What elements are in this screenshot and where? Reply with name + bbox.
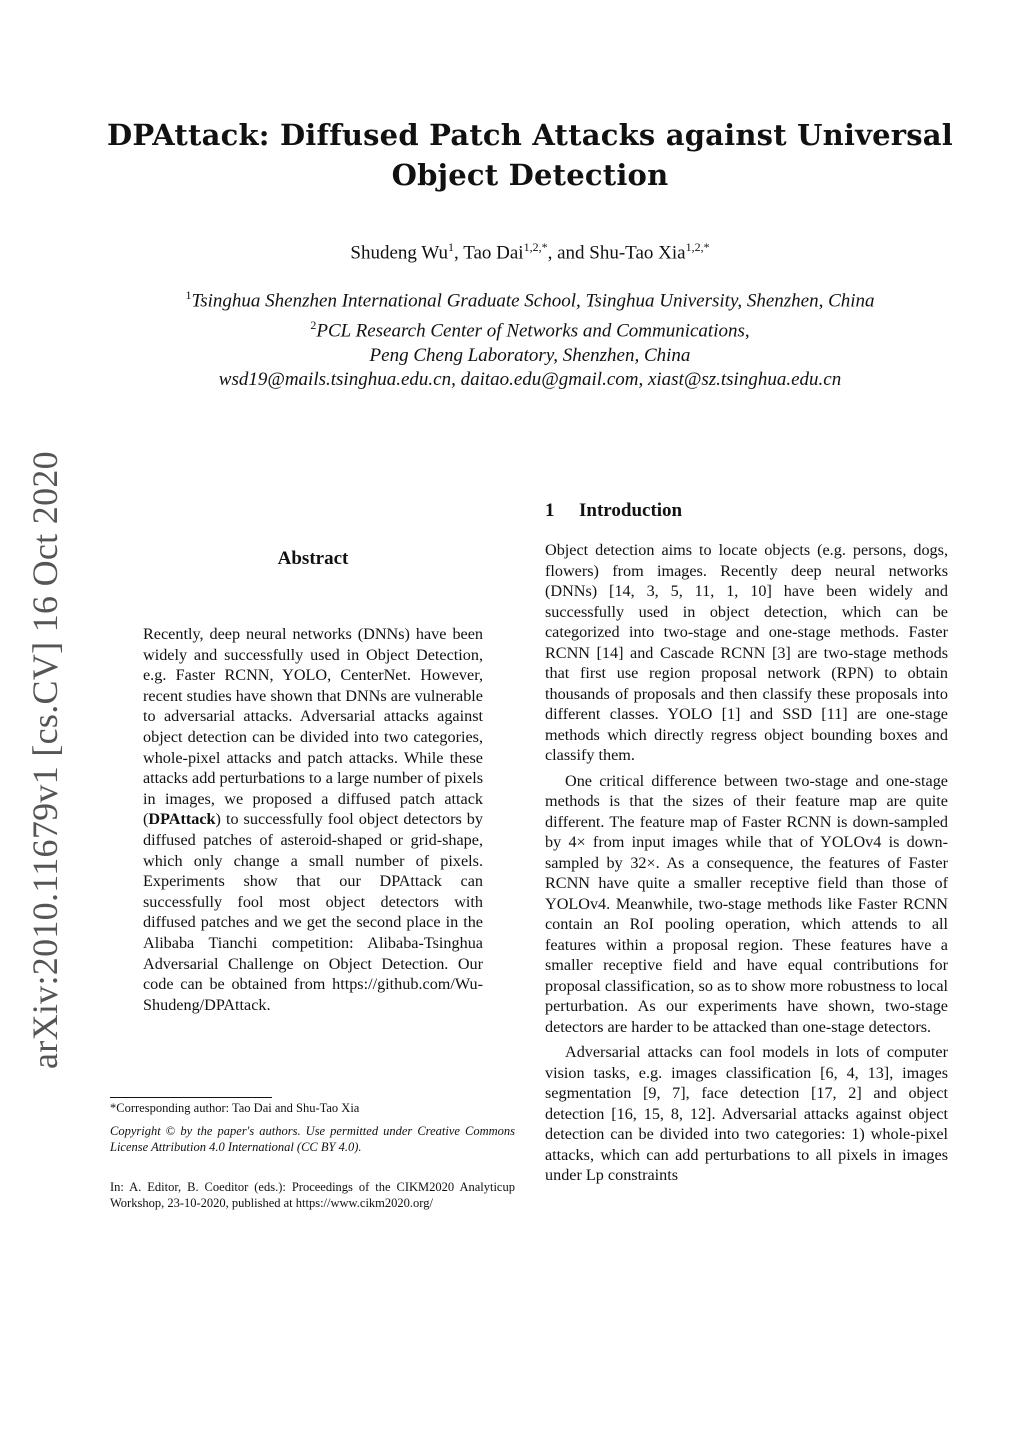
author-sup: 1	[448, 240, 455, 254]
affiliation-sup: 2	[310, 318, 317, 333]
affiliation-line: Peng Cheng Laboratory, Shenzhen, China	[369, 344, 691, 366]
author-name: Shu-Tao Xia	[589, 242, 686, 264]
footnote-corresponding: *Corresponding author: Tao Dai and Shu-Tao Xia	[110, 1101, 360, 1115]
footnote-proceedings: In: A. Editor, B. Coeditor (eds.): Proceedings of the CIKM2020 Analyticup Workshop, 23-10-2020, published at https://www.cikm2020.org/	[110, 1180, 515, 1210]
affiliation-sup: 1	[185, 288, 192, 302]
affiliation-text: Tsinghua Shenzhen International Graduate School, Tsinghua University, Shenzhen, China	[191, 290, 875, 312]
author-sup: 1,2,*	[685, 240, 710, 254]
abstract-text: Recently, deep neural networks (DNNs) have been widely and successfully used in Object Detection, e.g. Faster RCNN, YOLO, CenterNet. However, recent studies have shown that DNNs are vulnerable to adversarial attacks. Adversarial attacks against object detection can be divided into two categories, whole-pixel attacks and patch attacks. While these attacks add perturbations to a large number of pixels in images, we proposed a diffused patch attack (	[143, 625, 483, 829]
paragraph: Object detection aims to locate objects (e.g. persons, dogs, flowers) from images. Recently deep neural networks (DNNs) [14, 3, 5, 11, 1, 10] have been widely and successfully used in object detection, which can be categorized into two-stage and one-stage methods. Faster RCNN [14] and Cascade RCNN [3] are two-stage methods that first use region proposal network (RPN) to obtain thousands of proposals and then classify these proposals into different classes. YOLO [1] and SSD [11] are one-stage methods which directly regress object bounding boxes and classify them.	[545, 541, 948, 764]
author-separator: ,	[454, 242, 464, 264]
author-separator: , and	[547, 242, 590, 264]
footnote-copyright	[110, 1123, 515, 1155]
copyright-text: by the paper's authors. Use permitted under Creative Commons License Attribution 4.0 International (CC BY 4.0).	[110, 1124, 515, 1154]
section-title: Introduction	[579, 500, 683, 521]
affiliation-text: PCL Research Center of Networks and Communications,	[316, 320, 750, 342]
section-heading	[545, 500, 682, 522]
paper-title	[100, 115, 960, 195]
copyright-text: Copyright	[110, 1124, 161, 1138]
abstract-method-name: DPAttack	[148, 810, 216, 829]
introduction-body	[545, 540, 948, 1191]
paper-title-line1: DPAttack: Diffused Patch Attacks against Universal	[106, 118, 953, 152]
paragraph: One critical difference between two-stage and one-stage methods is that the sizes of their feature map are quite different. The feature map of Faster RCNN is down-sampled by 4× from input images while that of YOLOv4 is down-sampled by 32×. As a consequence, the features of Faster RCNN have quite a smaller receptive field than those of YOLOv4. Meanwhile, two-stage methods like Faster RCNN contain an RoI pooling operation, which attends to all features within a proposal region. These features have a smaller receptive field and have equal contributions for proposal classification, so as to show more robustness to local perturbation. As our experiments have shown, two-stage detectors are harder to be attacked than one-stage detectors.	[545, 771, 948, 1036]
affiliation-line	[60, 313, 1000, 343]
author-list	[100, 240, 960, 264]
affiliation-line	[60, 283, 1000, 313]
abstract-heading: Abstract	[277, 548, 349, 569]
arxiv-stamp: arXiv:2010.11679v1 [cs.CV] 16 Oct 2020	[25, 451, 65, 1069]
abstract-body	[143, 624, 483, 1015]
author-name: Tao Dai	[463, 242, 524, 264]
abstract-text: ) to successfully fool object detectors by diffused patches of asteroid-shaped or grid-shape, which only change a small number of pixels. Experiments show that our DPAttack can successfully fool most object detectors with diffused patches and we get the second place in the Alibaba Tianchi competition: Alibaba-Tsinghua Adversarial Challenge on Object Detection. Our code can be obtained from https://github.com/Wu-Shudeng/DPAttack.	[143, 810, 483, 1014]
section-number: 1	[545, 500, 555, 521]
paper-title-line2: Object Detection	[391, 158, 669, 192]
author-sup: 1,2,*	[523, 240, 548, 254]
author-emails: wsd19@mails.tsinghua.edu.cn, daitao.edu@gmail.com, xiast@sz.tsinghua.edu.cn	[218, 368, 842, 390]
footnote-rule	[110, 1097, 272, 1098]
author-name: Shudeng Wu	[350, 242, 449, 264]
paragraph: Adversarial attacks can fool models in lots of computer vision tasks, e.g. images classification [6, 4, 13], images segmentation [9, 7], face detection [17, 2] and object detection [16, 15, 8, 12]. Adversarial attacks against object detection can be divided into two categories: 1) whole-pixel attacks, which can add perturbations to all pixels in images under Lp constraints	[545, 1043, 948, 1184]
affiliations	[60, 283, 1000, 392]
copyright-symbol: ©	[165, 1124, 176, 1138]
